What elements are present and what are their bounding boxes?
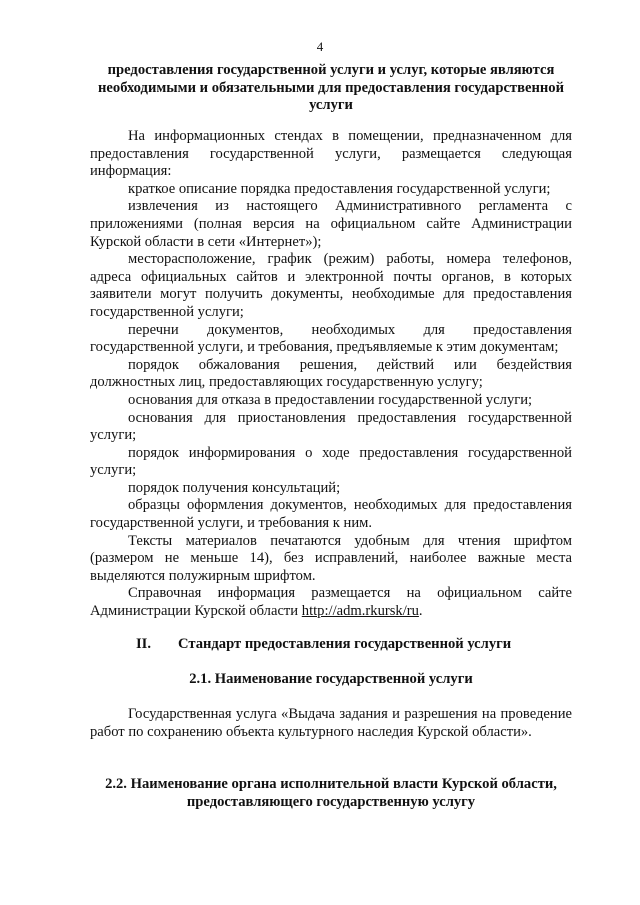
list-item: месторасположение, график (режим) работы, номера телефонов, адреса официальных сайтов и электронной почты органов, в которых заявители могут получить документы, необходимые для предоставления государственной услуги; — [90, 251, 572, 320]
subsection-2-1-title: 2.1. Наименование государственной услуги — [189, 671, 473, 687]
subsection-2-2-title: 2.2. Наименование органа исполнительной власти Курской области, предоставляющего государственную услугу — [105, 776, 557, 810]
section-heading — [136, 636, 572, 654]
list-item: порядок получения консультаций; — [128, 479, 341, 496]
section-number: II. — [136, 636, 152, 652]
reference-end: . — [418, 603, 423, 620]
list-item: порядок обжалования решения, действий или бездействия должностных лиц, предоставляющих государственную услугу; — [90, 356, 572, 391]
page-number: 4 — [316, 39, 324, 54]
list-item: перечни документов, необходимых для предоставления государственной услуги, и требования, предъявляемые к этим документам; — [90, 321, 572, 356]
font-requirements-paragraph: Тексты материалов печатаются удобным для чтения шрифтом (размером не меньше 14), без исправлений, наиболее важные места выделяются полужирным шрифтом. — [90, 532, 572, 584]
list-item: основания для приостановления предоставления государственной услуги; — [90, 409, 572, 444]
website-link[interactable]: http://adm.rkursk/ru — [301, 603, 419, 620]
list-item: основания для отказа в предоставлении государственной услуги; — [128, 391, 533, 408]
section-title: Стандарт предоставления государственной услуги — [178, 636, 512, 652]
list-item: извлечения из настоящего Административного регламента с приложениями (полная версия на официальном сайте Администрации Курской области в сети «Интернет»); — [90, 198, 572, 250]
heading-continuation: предоставления государственной услуги и услуг, которые являются необходимыми и обязательными для предоставления государственной услуги — [98, 62, 564, 114]
subsection-2-1-text: Государственная услуга «Выдача задания и разрешения на проведение работ по сохранению объекта культурного наследия Курской области». — [90, 706, 572, 740]
reference-paragraph — [90, 585, 572, 620]
list-item: краткое описание порядка предоставления государственной услуги; — [128, 180, 551, 197]
list-item: порядок информирования о ходе предоставления государственной услуги; — [90, 444, 572, 479]
reference-text: Справочная информация размещается на официальном сайте Администрации Курской области — [90, 585, 572, 620]
info-stands-section — [90, 128, 572, 621]
intro-paragraph: На информационных стендах в помещении, предназначенном для предоставления государственной услуги, размещается следующая информация: — [90, 128, 572, 180]
list-item: образцы оформления документов, необходимых для предоставления государственной услуги, и требования к ним. — [90, 497, 572, 532]
